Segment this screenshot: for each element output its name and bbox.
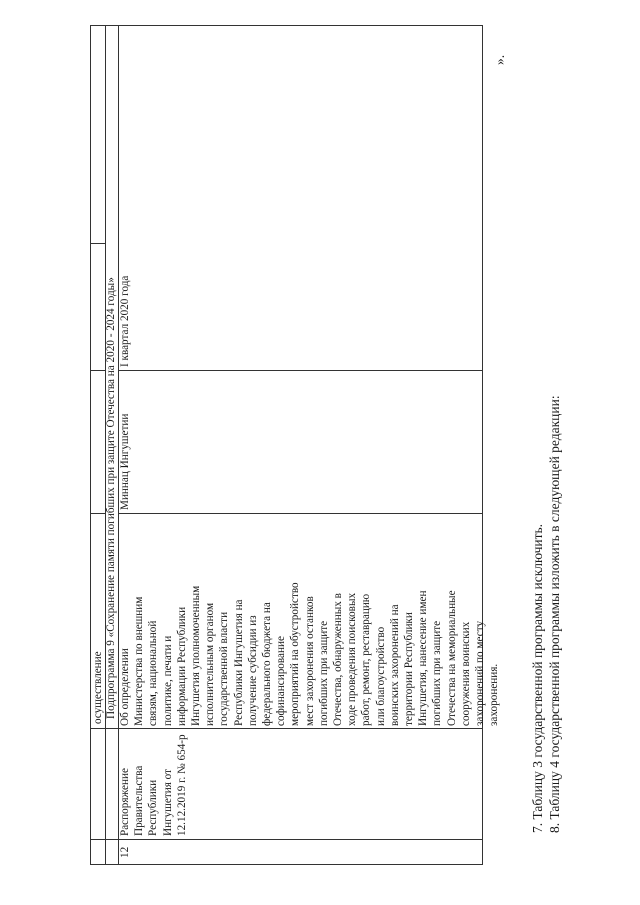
row-executor: Миннац Ингушетии — [119, 413, 131, 510]
row-document: Распоряжение Правительства Республики Ингушетия от 12.12.2019 г. № 654-р — [119, 734, 188, 836]
header-fragment: осуществление — [92, 651, 104, 724]
table-rule — [118, 513, 482, 514]
table-rule — [91, 243, 105, 244]
table-closing-mark: ». — [492, 54, 507, 65]
table-rule — [91, 728, 118, 729]
footer-item-8: 8. Таблицу 4 государственной программы изложить в следующей редакции: — [547, 395, 562, 833]
row-deadline: I квартал 2020 года — [119, 275, 131, 367]
table-rule — [118, 839, 482, 840]
program-table — [90, 25, 501, 865]
table-rule — [91, 839, 118, 840]
table-rule — [91, 513, 105, 514]
footer-item-7: 7. Таблицу 3 государственной программы исключить. — [530, 523, 545, 833]
row-content: Об определении Министерства по внешним связям, национальной политике, печати и информации Республики Ингушетия уполномоченным исполнительным органом государственной власти Республики Ингушетия на получение субсидии из федерального бюджета на софинансирование мероприятий на обустройство мест захоронения останков погибших при защите Отечества, обнаруженных в ходе проведения поисковых работ, ремонт, реставрацию или благоустройство воинских захоронений на территории Республики Ингушетия, нанесение имен погибших при защите Отечества на мемориальные сооружения воинских захоронений по месту захоронения. — [119, 582, 501, 726]
table-rule — [118, 728, 482, 729]
row-number: 12 — [119, 846, 131, 858]
table-rule — [91, 370, 105, 371]
subprogram-title: Подпрограмма 9 «Сохранение памяти погибших при защите Отечества на 2020 - 2024 годы» — [105, 277, 117, 719]
table-rule — [118, 370, 482, 371]
